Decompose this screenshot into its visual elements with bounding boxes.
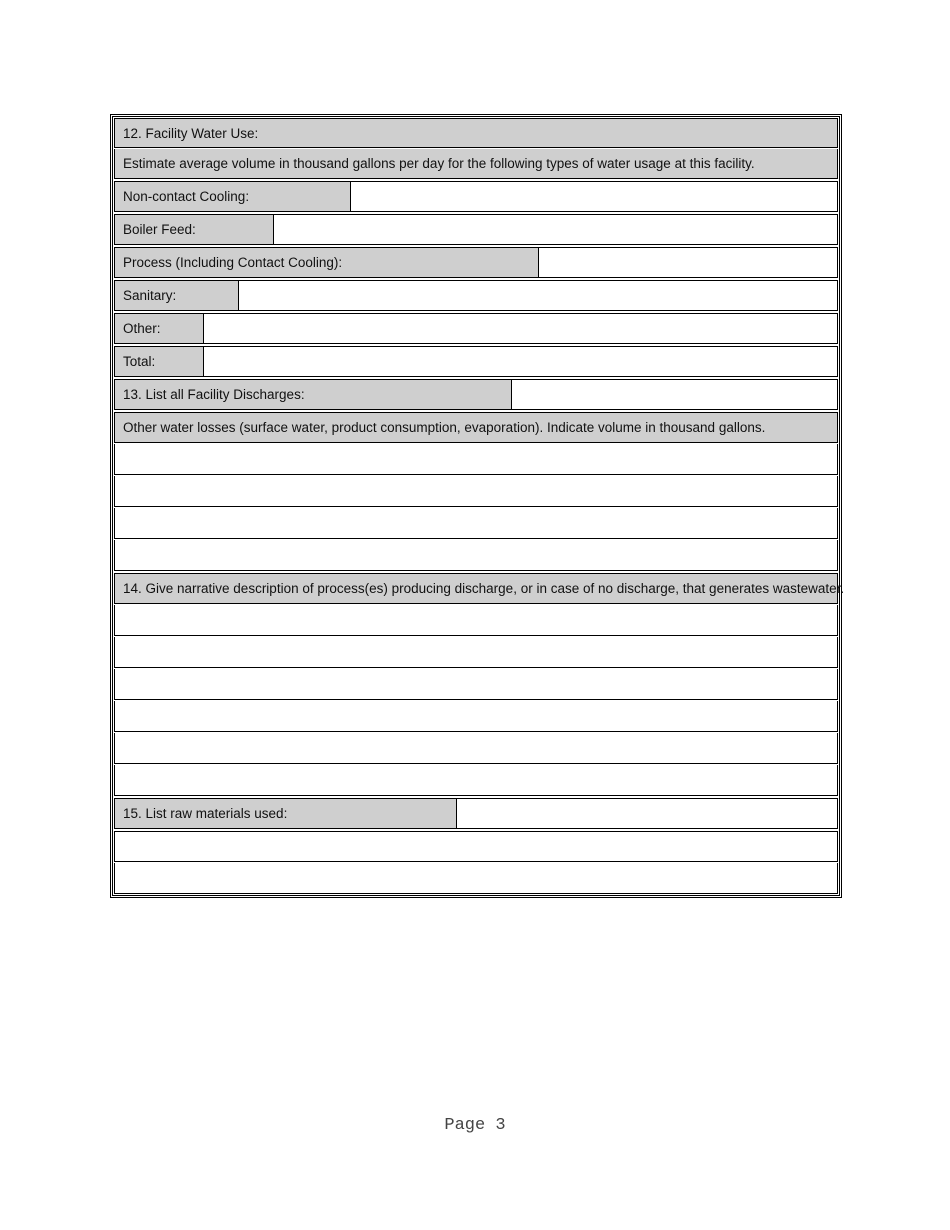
water-losses-line-4[interactable]: [114, 540, 838, 571]
water-losses-line-1[interactable]: [114, 444, 838, 475]
section-13-instruction: Other water losses (surface water, product consumption, evaporation). Indicate volume in thousand gallons.: [123, 420, 766, 435]
total-label: Total:: [115, 347, 204, 376]
non-contact-cooling-label: Non-contact Cooling:: [115, 182, 351, 211]
other-field[interactable]: [204, 314, 837, 343]
total-field[interactable]: [204, 347, 837, 376]
section-15-title: 15. List raw materials used:: [115, 799, 457, 828]
narrative-line-3[interactable]: [114, 669, 838, 700]
total-row: [114, 346, 838, 377]
raw-materials-line-2[interactable]: [114, 863, 838, 894]
narrative-line-2[interactable]: [114, 637, 838, 668]
section-12-header: [114, 118, 838, 148]
process-field[interactable]: [539, 248, 837, 277]
sanitary-row: [114, 280, 838, 311]
section-14-title: 14. Give narrative description of process(es) producing discharge, or in case of no discharge, that generates wastewater.: [123, 581, 845, 596]
section-13-title: 13. List all Facility Discharges:: [115, 380, 512, 409]
raw-materials-field[interactable]: [457, 799, 837, 828]
boiler-feed-field[interactable]: [274, 215, 837, 244]
facility-water-form: [110, 114, 845, 898]
raw-materials-line-1[interactable]: [114, 831, 838, 862]
non-contact-cooling-row: [114, 181, 838, 212]
section-15-row: [114, 798, 838, 829]
section-13-row: [114, 379, 838, 410]
narrative-line-5[interactable]: [114, 733, 838, 764]
sanitary-field[interactable]: [239, 281, 837, 310]
section-12-instruction: Estimate average volume in thousand gallons per day for the following types of water usage at this facility.: [123, 156, 755, 171]
sanitary-label: Sanitary:: [115, 281, 239, 310]
narrative-line-1[interactable]: [114, 605, 838, 636]
non-contact-cooling-field[interactable]: [351, 182, 837, 211]
section-13-instruction-row: [114, 412, 838, 443]
process-row: [114, 247, 838, 278]
section-14-header: [114, 573, 845, 604]
page-number: Page 3: [444, 1116, 506, 1135]
other-row: [114, 313, 838, 344]
narrative-line-4[interactable]: [114, 701, 838, 732]
boiler-feed-row: [114, 214, 838, 245]
facility-discharges-field[interactable]: [512, 380, 837, 409]
section-12-title: 12. Facility Water Use:: [123, 125, 259, 141]
water-losses-line-2[interactable]: [114, 476, 838, 507]
narrative-line-6[interactable]: [114, 765, 838, 796]
water-losses-line-3[interactable]: [114, 508, 838, 539]
other-label: Other:: [115, 314, 204, 343]
process-label: Process (Including Contact Cooling):: [115, 248, 539, 277]
boiler-feed-label: Boiler Feed:: [115, 215, 274, 244]
section-12-instruction-row: [114, 149, 838, 179]
